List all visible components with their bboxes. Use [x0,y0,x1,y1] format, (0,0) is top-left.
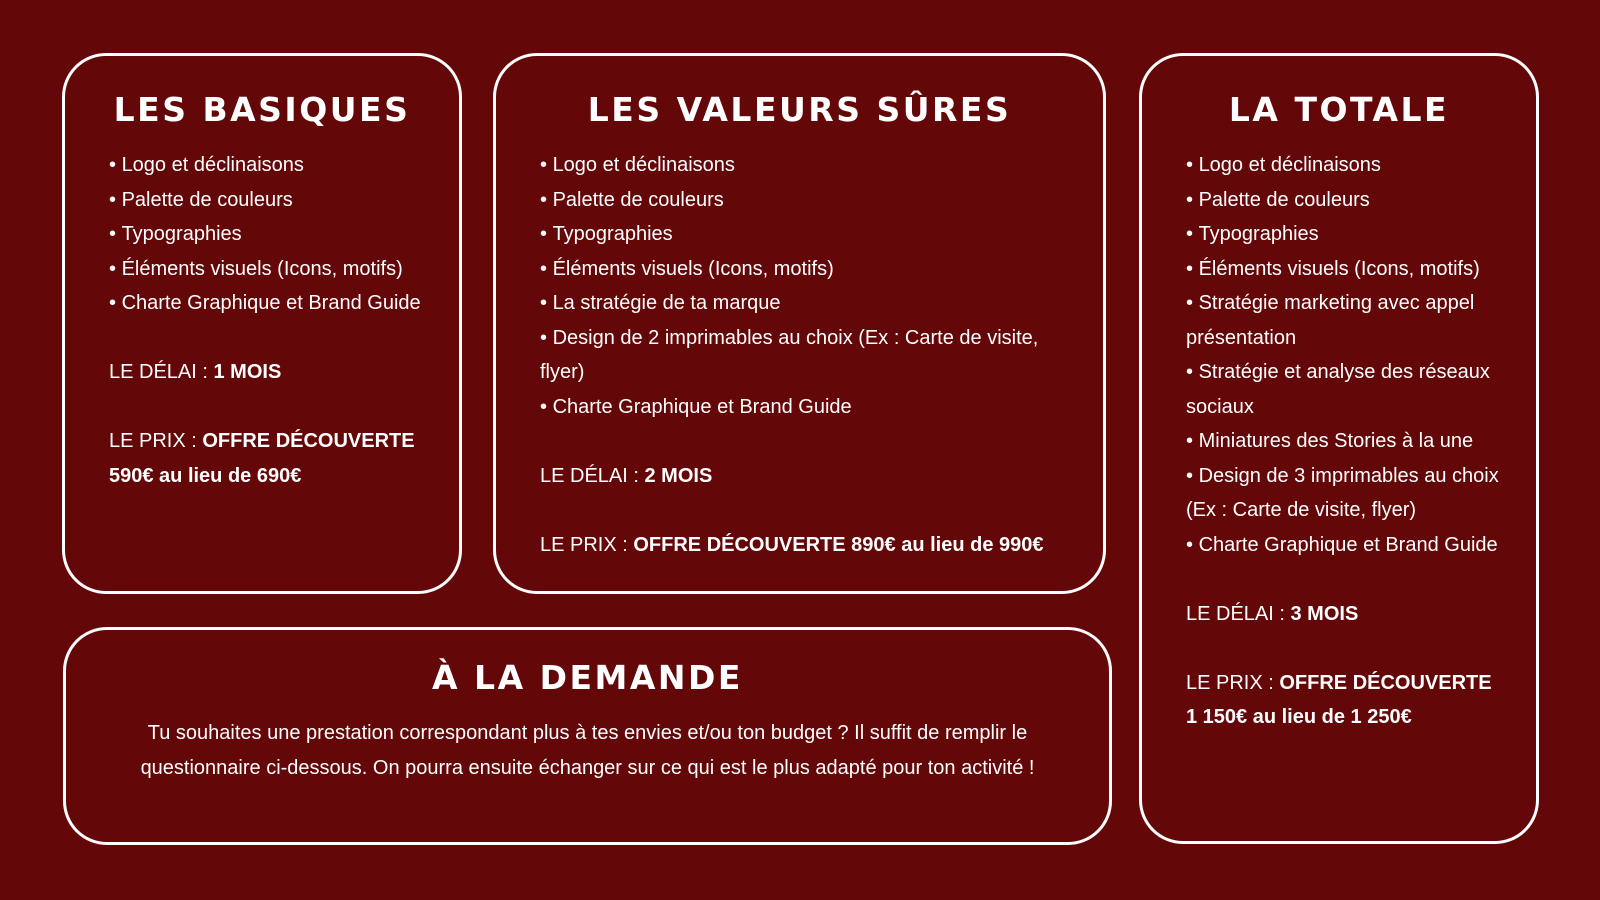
price-label: LE PRIX : [1186,671,1280,694]
feature-list [1186,148,1500,562]
delay-label: LE DÉLAI : [1186,602,1291,625]
price-line [1186,666,1500,735]
delay-line [1186,597,1500,632]
feature-list [540,148,1067,424]
feature-item: • Éléments visuels (Icons, motifs) [540,252,1067,287]
delay-line [540,459,1067,494]
feature-item: • Stratégie marketing avec appel présentation [1186,286,1500,355]
delay-value: 1 MOIS [213,361,282,383]
feature-item: • Charte Graphique et Brand Guide [1186,528,1500,563]
feature-item: • Design de 3 imprimables au choix (Ex : Carte de visite, flyer) [1186,459,1500,528]
offer-title: LES VALEURS SÛRES [587,90,1012,129]
offer-body [1186,148,1500,735]
feature-item: • Typographies [109,217,423,252]
price-value: OFFRE DÉCOUVERTE 1 150€ au lieu de 1 250€ [1186,671,1492,728]
offer-title: À LA DEMANDE [432,658,743,697]
delay-value: 3 MOIS [1290,602,1359,625]
feature-item: • Typographies [1186,217,1500,252]
offer-card-totale [1139,53,1539,844]
feature-list [109,148,423,321]
feature-item: • Éléments visuels (Icons, motifs) [1186,252,1500,287]
price-line [540,528,1067,563]
feature-item: • Miniatures des Stories à la une [1186,424,1500,459]
offer-card-a-la-demande [63,627,1112,845]
price-label: LE PRIX : [540,533,634,556]
feature-item: • Éléments visuels (Icons, motifs) [109,252,423,287]
demande-description: Tu souhaites une prestation correspondant plus à tes envies et/ou ton budget ? Il suffit de remplir le questionnaire ci-dessous. On pourra ensuite échanger sur ce qui est le plus adapté pour ton activité ! [140,722,1035,779]
feature-item: • Palette de couleurs [540,183,1067,218]
offer-body [109,148,423,493]
offer-title: LES BASIQUES [113,90,411,129]
feature-item: • Typographies [540,217,1067,252]
delay-value: 2 MOIS [644,464,713,487]
delay-label: LE DÉLAI : [109,361,214,383]
feature-item: • Palette de couleurs [1186,183,1500,218]
feature-item: • Charte Graphique et Brand Guide [109,286,423,321]
offer-title: LA TOTALE [1228,90,1450,129]
offer-body [540,148,1067,562]
price-label: LE PRIX : [109,430,203,452]
delay-label: LE DÉLAI : [540,464,645,487]
price-value: OFFRE DÉCOUVERTE 890€ au lieu de 990€ [633,533,1044,556]
feature-item: • Logo et déclinaisons [1186,148,1500,183]
feature-item: • La stratégie de ta marque [540,286,1067,321]
price-value: OFFRE DÉCOUVERTE 590€ au lieu de 690€ [109,430,415,487]
feature-item: • Palette de couleurs [109,183,423,218]
feature-item: • Charte Graphique et Brand Guide [540,390,1067,425]
feature-item: • Logo et déclinaisons [540,148,1067,183]
offer-card-basiques [62,53,462,594]
feature-item: • Logo et déclinaisons [109,148,423,183]
feature-item: • Stratégie et analyse des réseaux sociaux [1186,355,1500,424]
feature-item: • Design de 2 imprimables au choix (Ex : Carte de visite, flyer) [540,321,1067,390]
delay-line [109,355,423,390]
offer-card-valeurs-sures [493,53,1106,594]
price-line [109,424,423,493]
